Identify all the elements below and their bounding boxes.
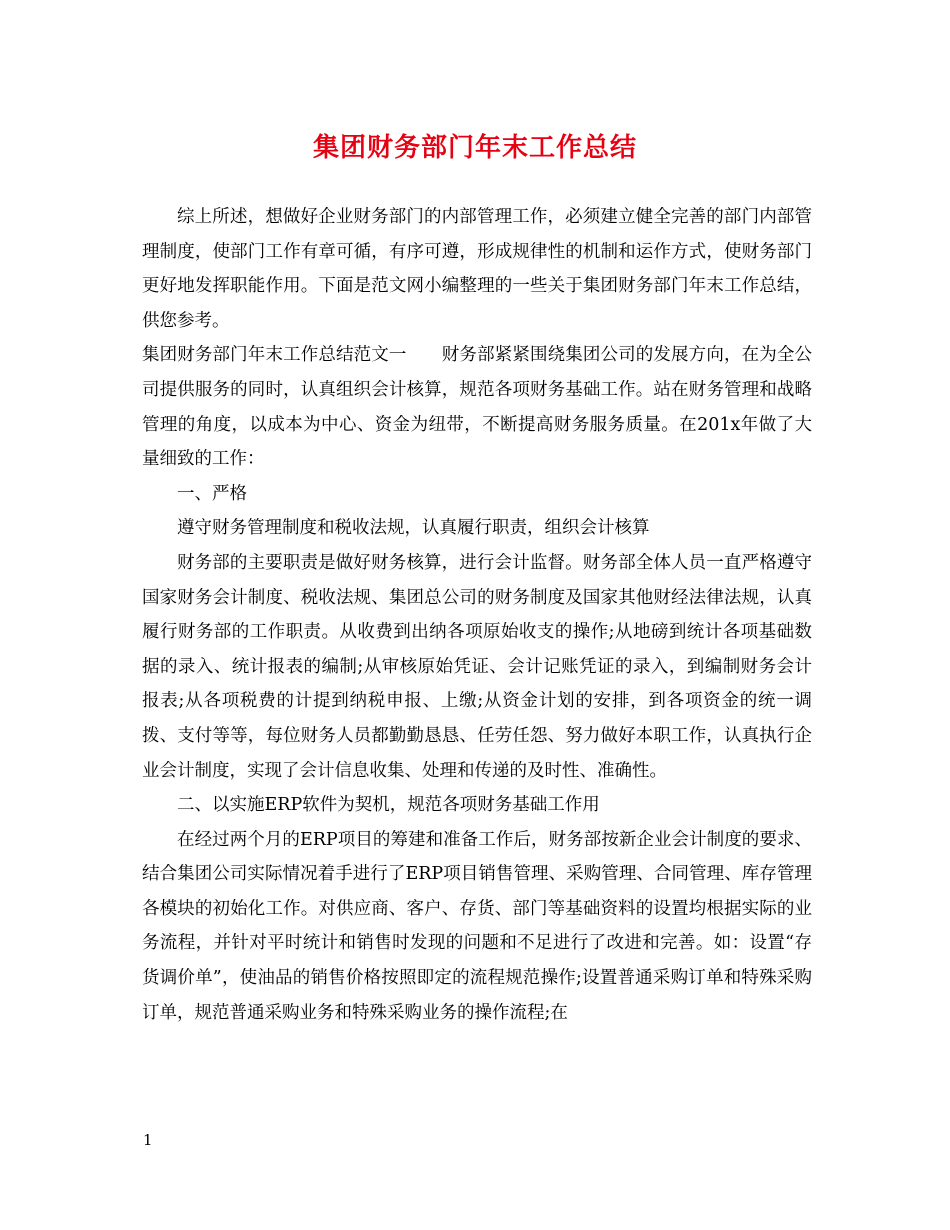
section-heading-two: 二、以实施ERP软件为契机，规范各项财务基础工作用 [177,795,600,816]
paragraph-sample-one: 集团财务部门年末工作总结范文一 财务部紧紧围绕集团公司的发展方向，在为全公司提供服务的同时，认真组织会计核算，规范各项财务基础工作。站在财务管理和战略管理的角度，以成本为中心、资金为纽带，不断提高财务服务质量。在201x年做了大量细致的工作： [142,345,812,470]
paragraph-erp: 在经过两个月的ERP项目的筹建和准备工作后，财务部按新企业会计制度的要求、结合集团公司实际情况着手进行了ERP项目销售管理、采购管理、合同管理、库存管理各模块的初始化工作。对供应商、客户、存货、部门等基础资料的设置均根据实际的业务流程，并针对平时统计和销售时发现的问题和不足进行了改进和完善。如：设置“存货调价单”，使油品的销售价格按照即定的流程规范操作;设置普通采购订单和特殊采购订单，规范普通采购业务和特殊采购业务的操作流程;在 [142,829,812,1023]
paragraph-compliance: 遵守财务管理制度和税收法规，认真履行职责，组织会计核算 [177,518,650,539]
page-number: 1 [143,1131,153,1149]
paragraph-intro: 综上所述，想做好企业财务部门的内部管理工作，必须建立健全完善的部门内部管理制度，使部门工作有章可循，有序可遵，形成规律性的机制和运作方式，使财务部门更好地发挥职能作用。下面是范文网小编整理的一些关于集团财务部门年末工作总结，供您参考。 [142,207,812,331]
paragraph-duties: 财务部的主要职责是做好财务核算，进行会计监督。财务部全体人员一直严格遵守国家财务会计制度、税收法规、集团总公司的财务制度及国家其他财经法律法规，认真履行财务部的工作职责。从收费到出纳各项原始收支的操作;从地磅到统计各项基础数据的录入、统计报表的编制;从审核原始凭证、会计记账凭证的录入，到编制财务会计报表;从各项税费的计提到纳税申报、上缴;从资金计划的安排，到各项资金的统一调拨、支付等等，每位财务人员都勤勤恳恳、任劳任怨、努力做好本职工作，认真执行企业会计制度，实现了会计信息收集、处理和传递的及时性、准确性。 [142,552,812,781]
document-body [142,200,812,1030]
document-title: 集团财务部门年末工作总结 [312,133,637,163]
section-heading-one: 一、严格 [177,483,247,504]
